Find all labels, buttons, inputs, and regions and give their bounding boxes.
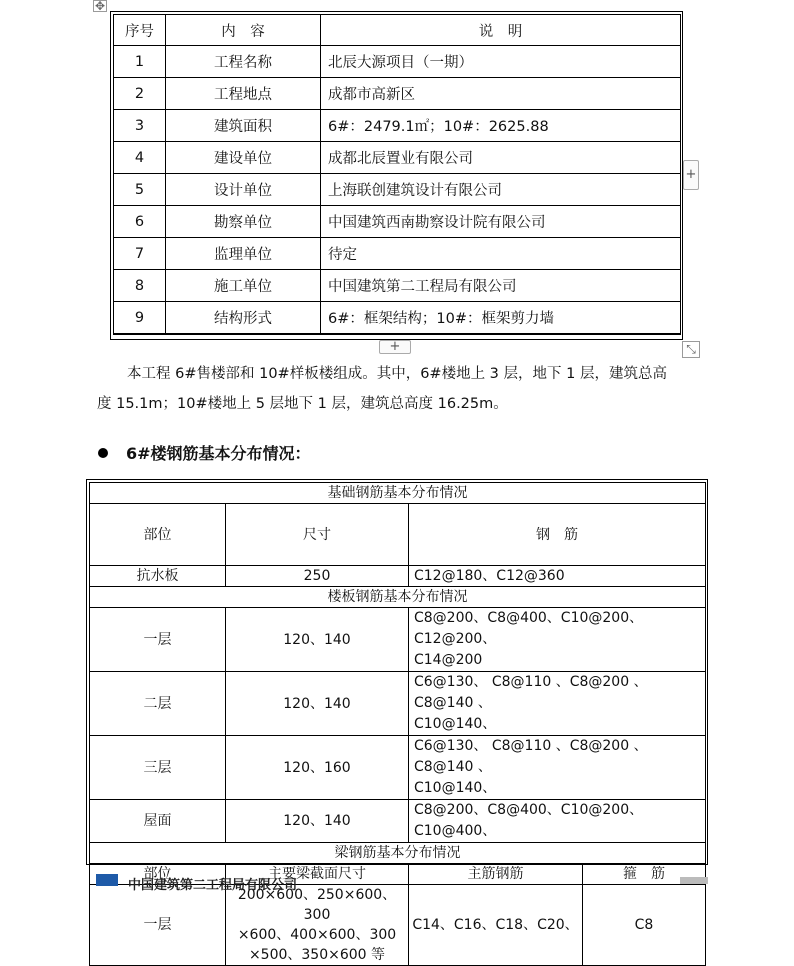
header-desc: 说 明 (321, 15, 681, 46)
slab-title-row (90, 587, 706, 608)
beam-col-size: 主要梁截面尺寸 (226, 864, 409, 885)
slab-part: 一层 (90, 608, 226, 672)
row-name: 监理单位 (166, 238, 321, 270)
foundation-size: 250 (226, 566, 409, 587)
slab-size: 120、140 (226, 800, 409, 843)
foundation-part: 抗水板 (90, 566, 226, 587)
footer-company-name: 中国建筑第二工程局有限公司 (128, 878, 298, 893)
slab-steel-line1: C8@200、C8@400、C10@200、C10@400、 (414, 802, 644, 839)
slab-steel (409, 736, 706, 800)
table-row (90, 566, 706, 587)
beam-title-row (90, 843, 706, 864)
row-no: 2 (114, 78, 166, 110)
row-desc: 成都市高新区 (321, 78, 681, 110)
beam-col-main: 主筋钢筋 (409, 864, 583, 885)
intro-paragraph-line2: 度 15.1m；10#楼地上 5 层地下 1 层，建筑总高度 16.25m。 (97, 396, 508, 412)
table-row (114, 174, 681, 206)
rebar-distribution-table (89, 482, 706, 966)
table-row (90, 736, 706, 800)
table-row (114, 302, 681, 334)
section-heading-text: 6#楼钢筋基本分布情况： (126, 444, 311, 463)
table-header-row (114, 15, 681, 46)
footer-mark (680, 877, 708, 884)
row-no: 5 (114, 174, 166, 206)
slab-part: 三层 (90, 736, 226, 800)
row-name: 设计单位 (166, 174, 321, 206)
slab-size: 120、140 (226, 608, 409, 672)
slab-steel-line1: C6@130、 C8@110 、C8@200 、C8@140 、 (414, 674, 648, 711)
row-name: 勘察单位 (166, 206, 321, 238)
row-desc: 6#：框架结构；10#：框架剪力墙 (321, 302, 681, 334)
slab-steel-line2: C14@200 (414, 652, 483, 668)
slab-steel (409, 672, 706, 736)
col-size: 尺寸 (226, 504, 409, 566)
table-row (114, 270, 681, 302)
table-row (90, 608, 706, 672)
beam-part: 一层 (90, 885, 226, 966)
slab-steel-line1: C6@130、 C8@110 、C8@200 、C8@140 、 (414, 738, 648, 775)
slab-steel-line1: C8@200、C8@400、C10@200、C12@200、 (414, 610, 644, 647)
table-row (114, 78, 681, 110)
beam-main-steel: C14、C16、C18、C20、 (409, 885, 583, 966)
slab-steel-line2: C10@140、 (414, 780, 497, 796)
foundation-title-row (90, 483, 706, 504)
beam-size-line1: 200×600、250×600、300 (237, 887, 397, 923)
col-part: 部位 (90, 504, 226, 566)
table-move-handle[interactable]: ✥ (94, 0, 106, 13)
slab-steel (409, 800, 706, 843)
beam-size-line3: ×500、350×600 等 (248, 947, 386, 963)
row-no: 1 (114, 46, 166, 78)
bullet-icon (98, 448, 108, 458)
project-info-table (113, 14, 681, 335)
col-steel: 钢 筋 (409, 504, 706, 566)
table-row (114, 46, 681, 78)
section-heading (98, 441, 311, 464)
slab-steel-line2: C10@140、 (414, 716, 497, 732)
row-desc: 中国建筑第二工程局有限公司 (321, 270, 681, 302)
row-desc: 中国建筑西南勘察设计院有限公司 (321, 206, 681, 238)
row-name: 建设单位 (166, 142, 321, 174)
slab-part: 屋面 (90, 800, 226, 843)
table-row (114, 206, 681, 238)
row-name: 工程名称 (166, 46, 321, 78)
row-desc: 成都北辰置业有限公司 (321, 142, 681, 174)
row-desc: 北辰大源项目（一期） (321, 46, 681, 78)
row-no: 9 (114, 302, 166, 334)
row-name: 施工单位 (166, 270, 321, 302)
foundation-title: 基础钢筋基本分布情况 (90, 483, 706, 504)
add-column-button[interactable]: + (683, 160, 699, 190)
row-no: 3 (114, 110, 166, 142)
beam-col-part: 部位 (90, 864, 226, 885)
beam-stirrup: C8 (583, 885, 706, 966)
row-name: 工程地点 (166, 78, 321, 110)
table-row (114, 142, 681, 174)
beam-size-line2: ×600、400×600、300 (237, 927, 397, 943)
table-row (114, 238, 681, 270)
header-no: 序号 (114, 15, 166, 46)
table-resize-handle[interactable]: ⤡ (682, 341, 700, 358)
table-row (114, 110, 681, 142)
slab-size: 120、160 (226, 736, 409, 800)
company-logo-icon (96, 874, 118, 886)
beam-size (226, 885, 409, 966)
table-row (90, 800, 706, 843)
beam-col-stirrup: 箍 筋 (583, 864, 706, 885)
intro-paragraph-line1: 本工程 6#售楼部和 10#样板楼组成。其中，6#楼地上 3 层，地下 1 层，建筑总高 (127, 366, 667, 382)
row-desc: 待定 (321, 238, 681, 270)
row-name: 结构形式 (166, 302, 321, 334)
table-row (90, 672, 706, 736)
row-desc: 上海联创建筑设计有限公司 (321, 174, 681, 206)
slab-steel (409, 608, 706, 672)
row-no: 7 (114, 238, 166, 270)
slab-part: 二层 (90, 672, 226, 736)
beam-title: 梁钢筋基本分布情况 (90, 843, 706, 864)
slab-title: 楼板钢筋基本分布情况 (90, 587, 706, 608)
row-no: 4 (114, 142, 166, 174)
table-row (90, 885, 706, 966)
add-row-button[interactable]: + (379, 340, 411, 354)
slab-size: 120、140 (226, 672, 409, 736)
row-desc: 6#：2479.1㎡；10#：2625.88 (321, 110, 681, 142)
row-no: 6 (114, 206, 166, 238)
header-content: 内 容 (166, 15, 321, 46)
row-no: 8 (114, 270, 166, 302)
foundation-steel: C12@180、C12@360 (409, 566, 706, 587)
row-name: 建筑面积 (166, 110, 321, 142)
foundation-header-row (90, 504, 706, 566)
